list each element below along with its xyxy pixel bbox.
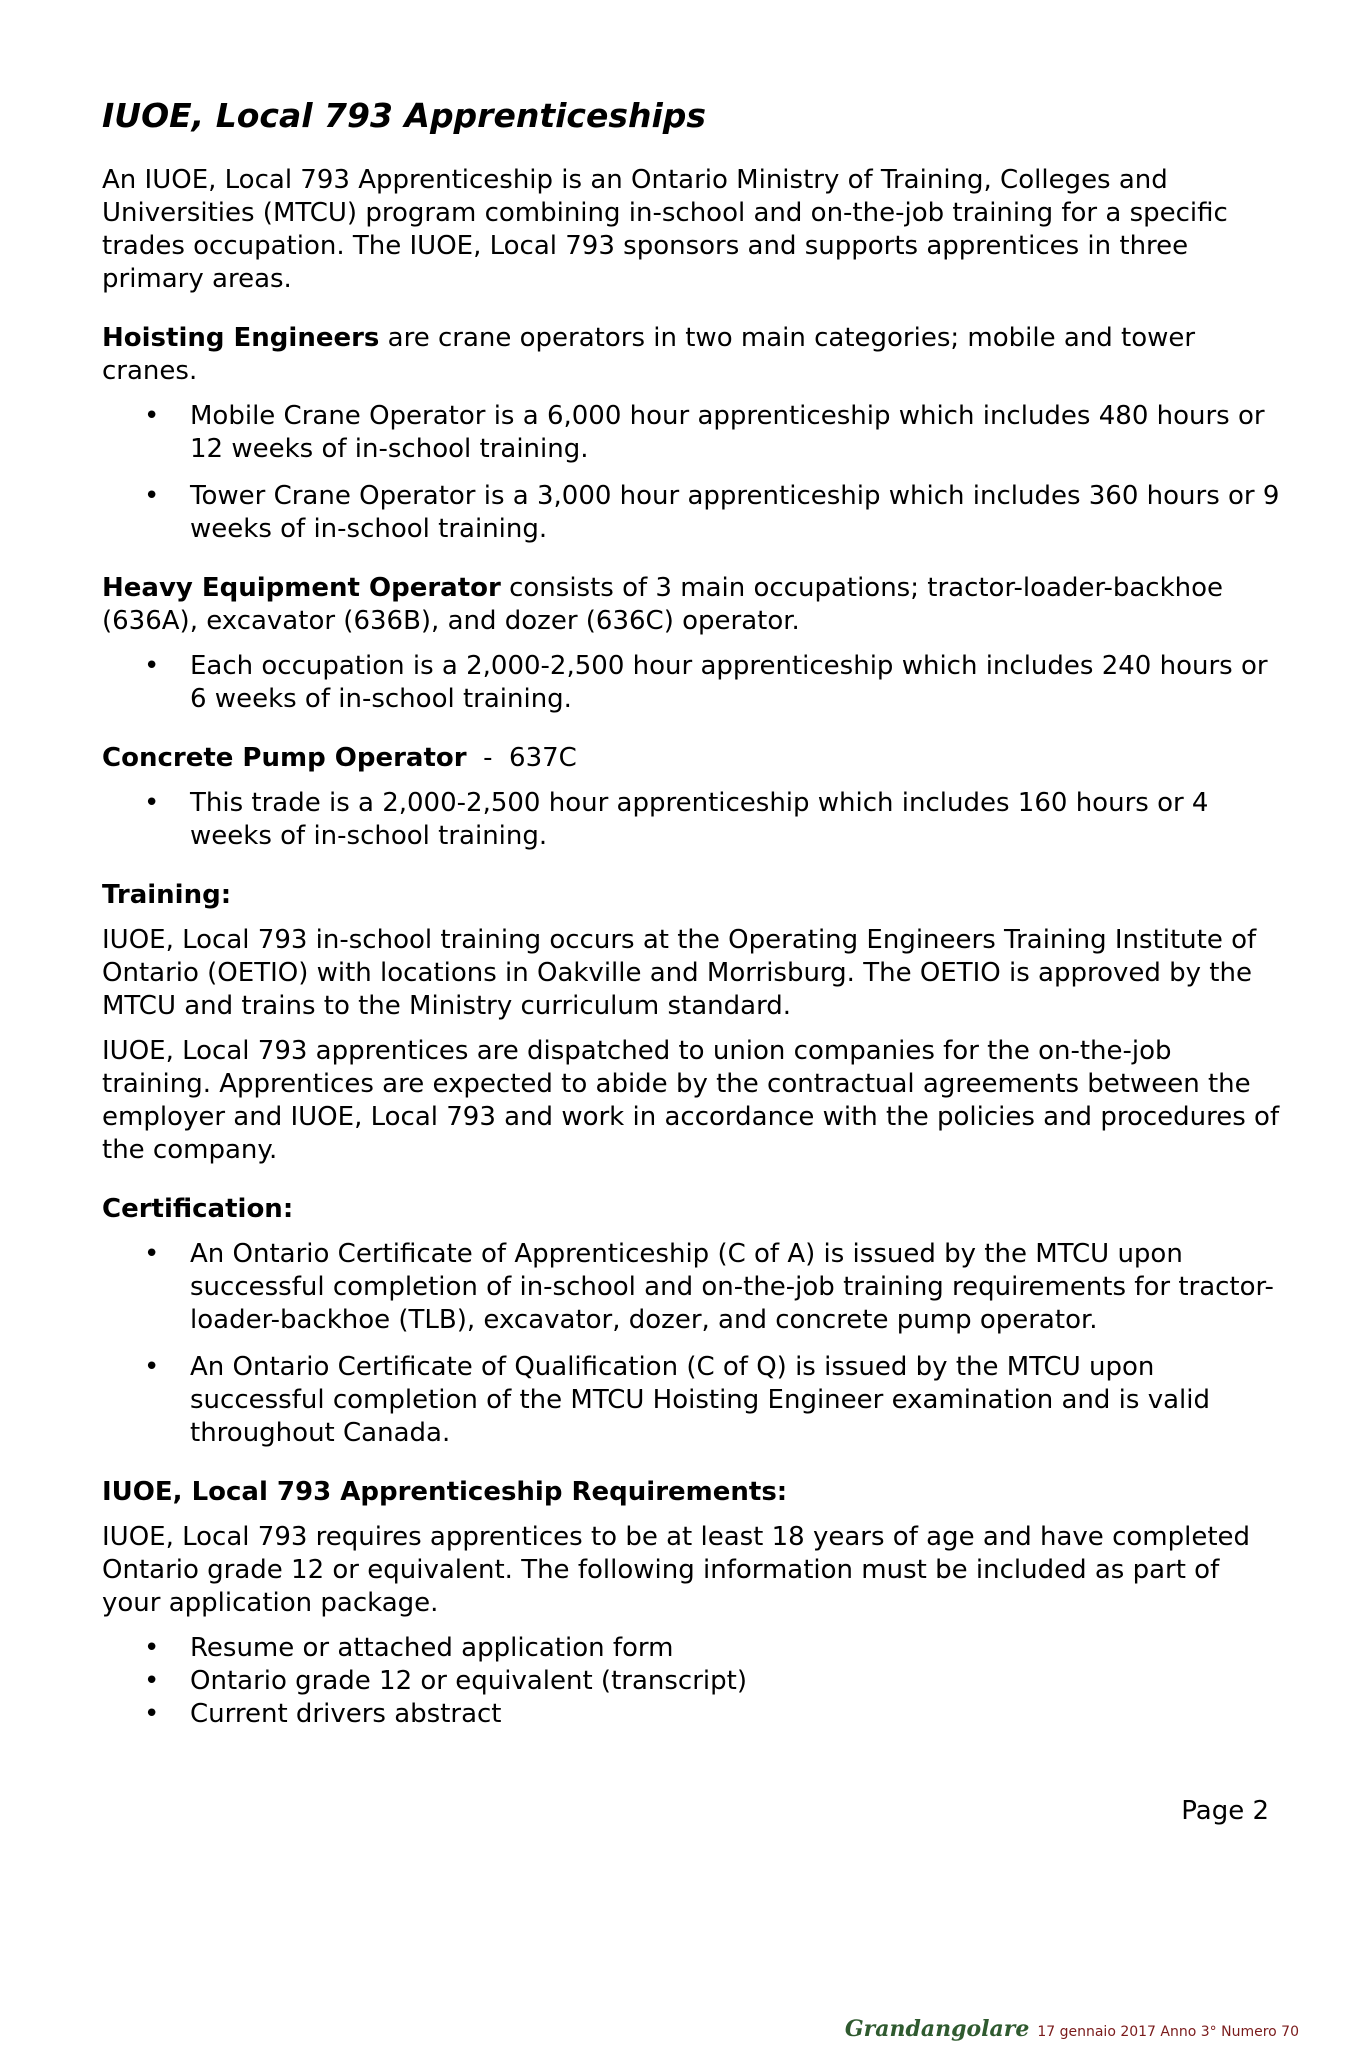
training-paragraph-1: IUOE, Local 793 in-school training occurs at the Operating Engineers Training Institute of Ontario (OETIO) with locations in Oakville and Morrisburg. The OETIO is approved by the MTCU and trains to the Ministry curriculum standard. bbox=[102, 925, 1257, 1021]
hoisting-list bbox=[102, 400, 1282, 546]
certification-list bbox=[102, 1238, 1282, 1450]
list-item: • Current drivers abstract bbox=[102, 1698, 1282, 1731]
concrete-paragraph bbox=[102, 742, 1282, 775]
heavy-text: consists of 3 main occupations; tractor-loader-backhoe (636A), excavator (636B), and dozer (636C) operator. bbox=[102, 573, 1224, 636]
concrete-list bbox=[102, 787, 1282, 853]
concrete-text: - 637C bbox=[466, 743, 577, 773]
requirements-paragraph: IUOE, Local 793 requires apprentices to be at least 18 years of age and have completed Ontario grade 12 or equivalent. The following information must be included as part of your application package. bbox=[102, 1522, 1251, 1618]
training-heading: Training: bbox=[102, 880, 232, 910]
certification-heading: Certification: bbox=[102, 1194, 294, 1224]
page-title: IUOE, Local 793 Apprenticeships bbox=[102, 96, 707, 135]
list-item: • Resume or attached application form bbox=[102, 1632, 1282, 1665]
training-paragraph-2: IUOE, Local 793 apprentices are dispatched to union companies for the on-the-job training. Apprentices are expected to abide by the contractual agreements between the employer and IUOE, Local 793 and work in accordance with the policies and procedures of the company. bbox=[102, 1036, 1280, 1165]
heavy-label: Heavy Equipment Operator bbox=[102, 573, 501, 603]
footer-date: 17 gennaio 2017 Anno 3° Numero 70 bbox=[1037, 2024, 1299, 2040]
list-item: • This trade is a 2,000-2,500 hour apprenticeship which includes 160 hours or 4 weeks of in-school training. bbox=[102, 787, 1282, 853]
heavy-paragraph bbox=[102, 572, 1282, 638]
footer bbox=[845, 2016, 1299, 2042]
list-item: • Ontario grade 12 or equivalent (transcript) bbox=[102, 1665, 1282, 1698]
document-page bbox=[102, 96, 1282, 1757]
heavy-list bbox=[102, 650, 1282, 716]
list-item: • An Ontario Certificate of Apprenticeship (C of A) is issued by the MTCU upon successful completion of in-school and on-the-job training requirements for tractor-loader-backhoe (TLB), excavator, dozer, and concrete pump operator. bbox=[102, 1238, 1282, 1337]
page-number: Page 2 bbox=[1181, 1796, 1269, 1826]
list-item: • An Ontario Certificate of Qualification (C of Q) is issued by the MTCU upon successful completion of the MTCU Hoisting Engineer examination and is valid throughout Canada. bbox=[102, 1351, 1282, 1450]
concrete-label: Concrete Pump Operator bbox=[102, 743, 467, 773]
requirements-heading: IUOE, Local 793 Apprenticeship Requirements: bbox=[102, 1477, 788, 1507]
hoisting-paragraph bbox=[102, 322, 1282, 388]
list-item: • Mobile Crane Operator is a 6,000 hour apprenticeship which includes 480 hours or 12 weeks of in-school training. bbox=[102, 400, 1282, 466]
footer-brand: Grandangolare bbox=[844, 2016, 1030, 2042]
list-item: • Each occupation is a 2,000-2,500 hour apprenticeship which includes 240 hours or 6 weeks of in-school training. bbox=[102, 650, 1282, 716]
requirements-list bbox=[102, 1632, 1282, 1731]
hoisting-label: Hoisting Engineers bbox=[102, 323, 380, 353]
hoisting-text: are crane operators in two main categories; mobile and tower cranes. bbox=[102, 323, 1196, 386]
list-item: • Tower Crane Operator is a 3,000 hour apprenticeship which includes 360 hours or 9 weeks of in-school training. bbox=[102, 480, 1282, 546]
intro-paragraph: An IUOE, Local 793 Apprenticeship is an Ontario Ministry of Training, Colleges and Universities (MTCU) program combining in-school and on-the-job training for a specific trades occupation. The IUOE, Local 793 sponsors and supports apprentices in three primary areas. bbox=[102, 165, 1228, 294]
